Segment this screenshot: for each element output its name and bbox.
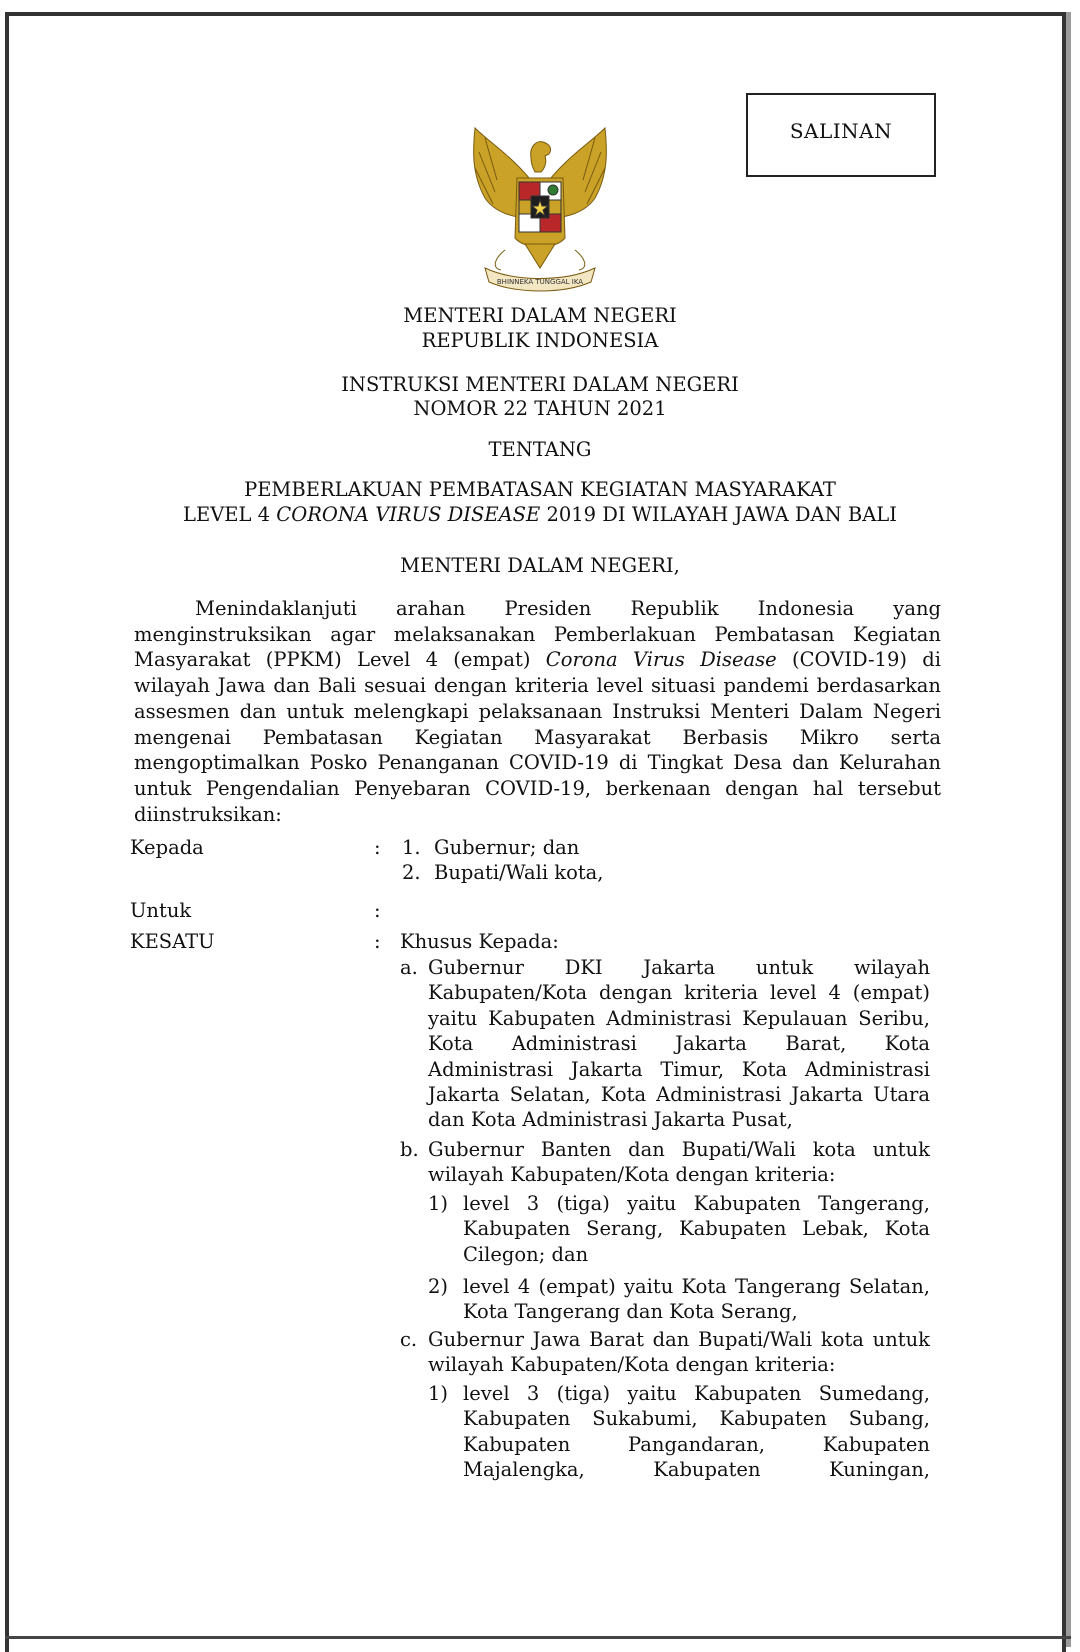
- subject-prefix: LEVEL 4: [183, 503, 277, 526]
- subject-line-1: PEMBERLAKUAN PEMBATASAN KEGIATAN MASYARAKAT: [244, 478, 836, 501]
- item-b2-text: level 4 (empat) yaitu Kota Tangerang Selatan, Kota Tangerang dan Kota Serang,: [463, 1275, 930, 1324]
- item-b1-number: 1): [428, 1192, 449, 1215]
- country-title: REPUBLIK INDONESIA: [421, 329, 659, 352]
- page-edge-shadow: [1066, 12, 1071, 1647]
- instruction-title: INSTRUKSI MENTERI DALAM NEGERI: [341, 373, 739, 396]
- untuk-colon: :: [374, 899, 381, 922]
- garuda-emblem-icon: [445, 118, 635, 296]
- item-a-letter: a.: [400, 956, 418, 979]
- item-c1-text: level 3 (tiga) yaitu Kabupaten Sumedang, Kabupaten Sukabumi, Kabupaten Subang, Kabupaten Pangandaran, Kabupaten Majalengka, Kabupaten Kuningan,: [463, 1382, 930, 1482]
- kesatu-label: KESATU: [130, 930, 215, 953]
- kepada-item-number: 1.: [402, 836, 421, 859]
- subject-suffix: 2019 DI WILAYAH JAWA DAN BALI: [540, 503, 897, 526]
- kepada-item-text: Gubernur; dan: [434, 836, 580, 859]
- salinan-stamp: SALINAN: [746, 93, 936, 177]
- item-c1-number: 1): [428, 1382, 449, 1405]
- preamble-part-2: (COVID-19) di wilayah Jawa dan Bali sesuai dengan kriteria level situasi pandemi berdasarkan assesmen dan untuk melengkapi pelaksanaan Instruksi Menteri Dalam Negeri mengenai Pembatasan Kegiatan Masyarakat Berbasis Mikro serta mengoptimalkan Posko Penanganan COVID-19 di Tingkat Desa dan Kelurahan untuk Pengendalian Penyebaran COVID-19, berkenaan dengan hal tersebut diinstruksikan:: [134, 648, 941, 826]
- subject-italic: CORONA VIRUS DISEASE: [276, 503, 541, 526]
- ministry-title: MENTERI DALAM NEGERI: [403, 304, 677, 327]
- instruction-number: NOMOR 22 TAHUN 2021: [413, 397, 667, 420]
- item-b-letter: b.: [400, 1138, 419, 1161]
- item-c-text: Gubernur Jawa Barat dan Bupati/Wali kota untuk wilayah Kabupaten/Kota dengan kriteria:: [428, 1328, 930, 1377]
- preamble-part-1: Menindaklanjuti arahan Presiden Republik Indonesia yang menginstruksikan agar melaksanakan Pemberlakuan Pembatasan Kegiatan Masyarakat (PPKM) Level 4 (empat): [134, 597, 941, 672]
- item-c-letter: c.: [400, 1328, 418, 1351]
- tentang-heading: TENTANG: [488, 438, 592, 461]
- kepada-colon: :: [374, 836, 381, 859]
- kepada-item-text: Bupati/Wali kota,: [434, 861, 604, 884]
- preamble-italic: Corona Virus Disease: [545, 648, 777, 672]
- kesatu-intro: Khusus Kepada:: [400, 930, 559, 953]
- item-a-text: Gubernur DKI Jakarta untuk wilayah Kabupaten/Kota dengan kriteria level 4 (empat) yaitu Kabupaten Administrasi Kepulauan Seribu, Kota Administrasi Jakarta Barat, Kota Administrasi Jakarta Timur, Kota Administrasi Jakarta Selatan, Kota Administrasi Jakarta Utara dan Kota Administrasi Jakarta Pusat,: [428, 956, 930, 1132]
- untuk-label: Untuk: [130, 899, 192, 922]
- item-b1-text: level 3 (tiga) yaitu Kabupaten Tangerang, Kabupaten Serang, Kabupaten Lebak, Kota Cilegon; dan: [463, 1192, 930, 1266]
- item-b-text: Gubernur Banten dan Bupati/Wali kota untuk wilayah Kabupaten/Kota dengan kriteria:: [428, 1138, 930, 1187]
- kepada-item-number: 2.: [402, 861, 421, 884]
- preamble-paragraph: [134, 596, 941, 827]
- kesatu-colon: :: [374, 930, 381, 953]
- issuer-heading: MENTERI DALAM NEGERI,: [400, 554, 680, 577]
- subject-line-2: [130, 502, 950, 527]
- item-b2-number: 2): [428, 1275, 449, 1298]
- page-bottom-border: [5, 1636, 1071, 1639]
- kepada-label: Kepada: [130, 836, 204, 859]
- emblem-motto: BHINNEKA TUNGGAL IKA: [496, 278, 584, 286]
